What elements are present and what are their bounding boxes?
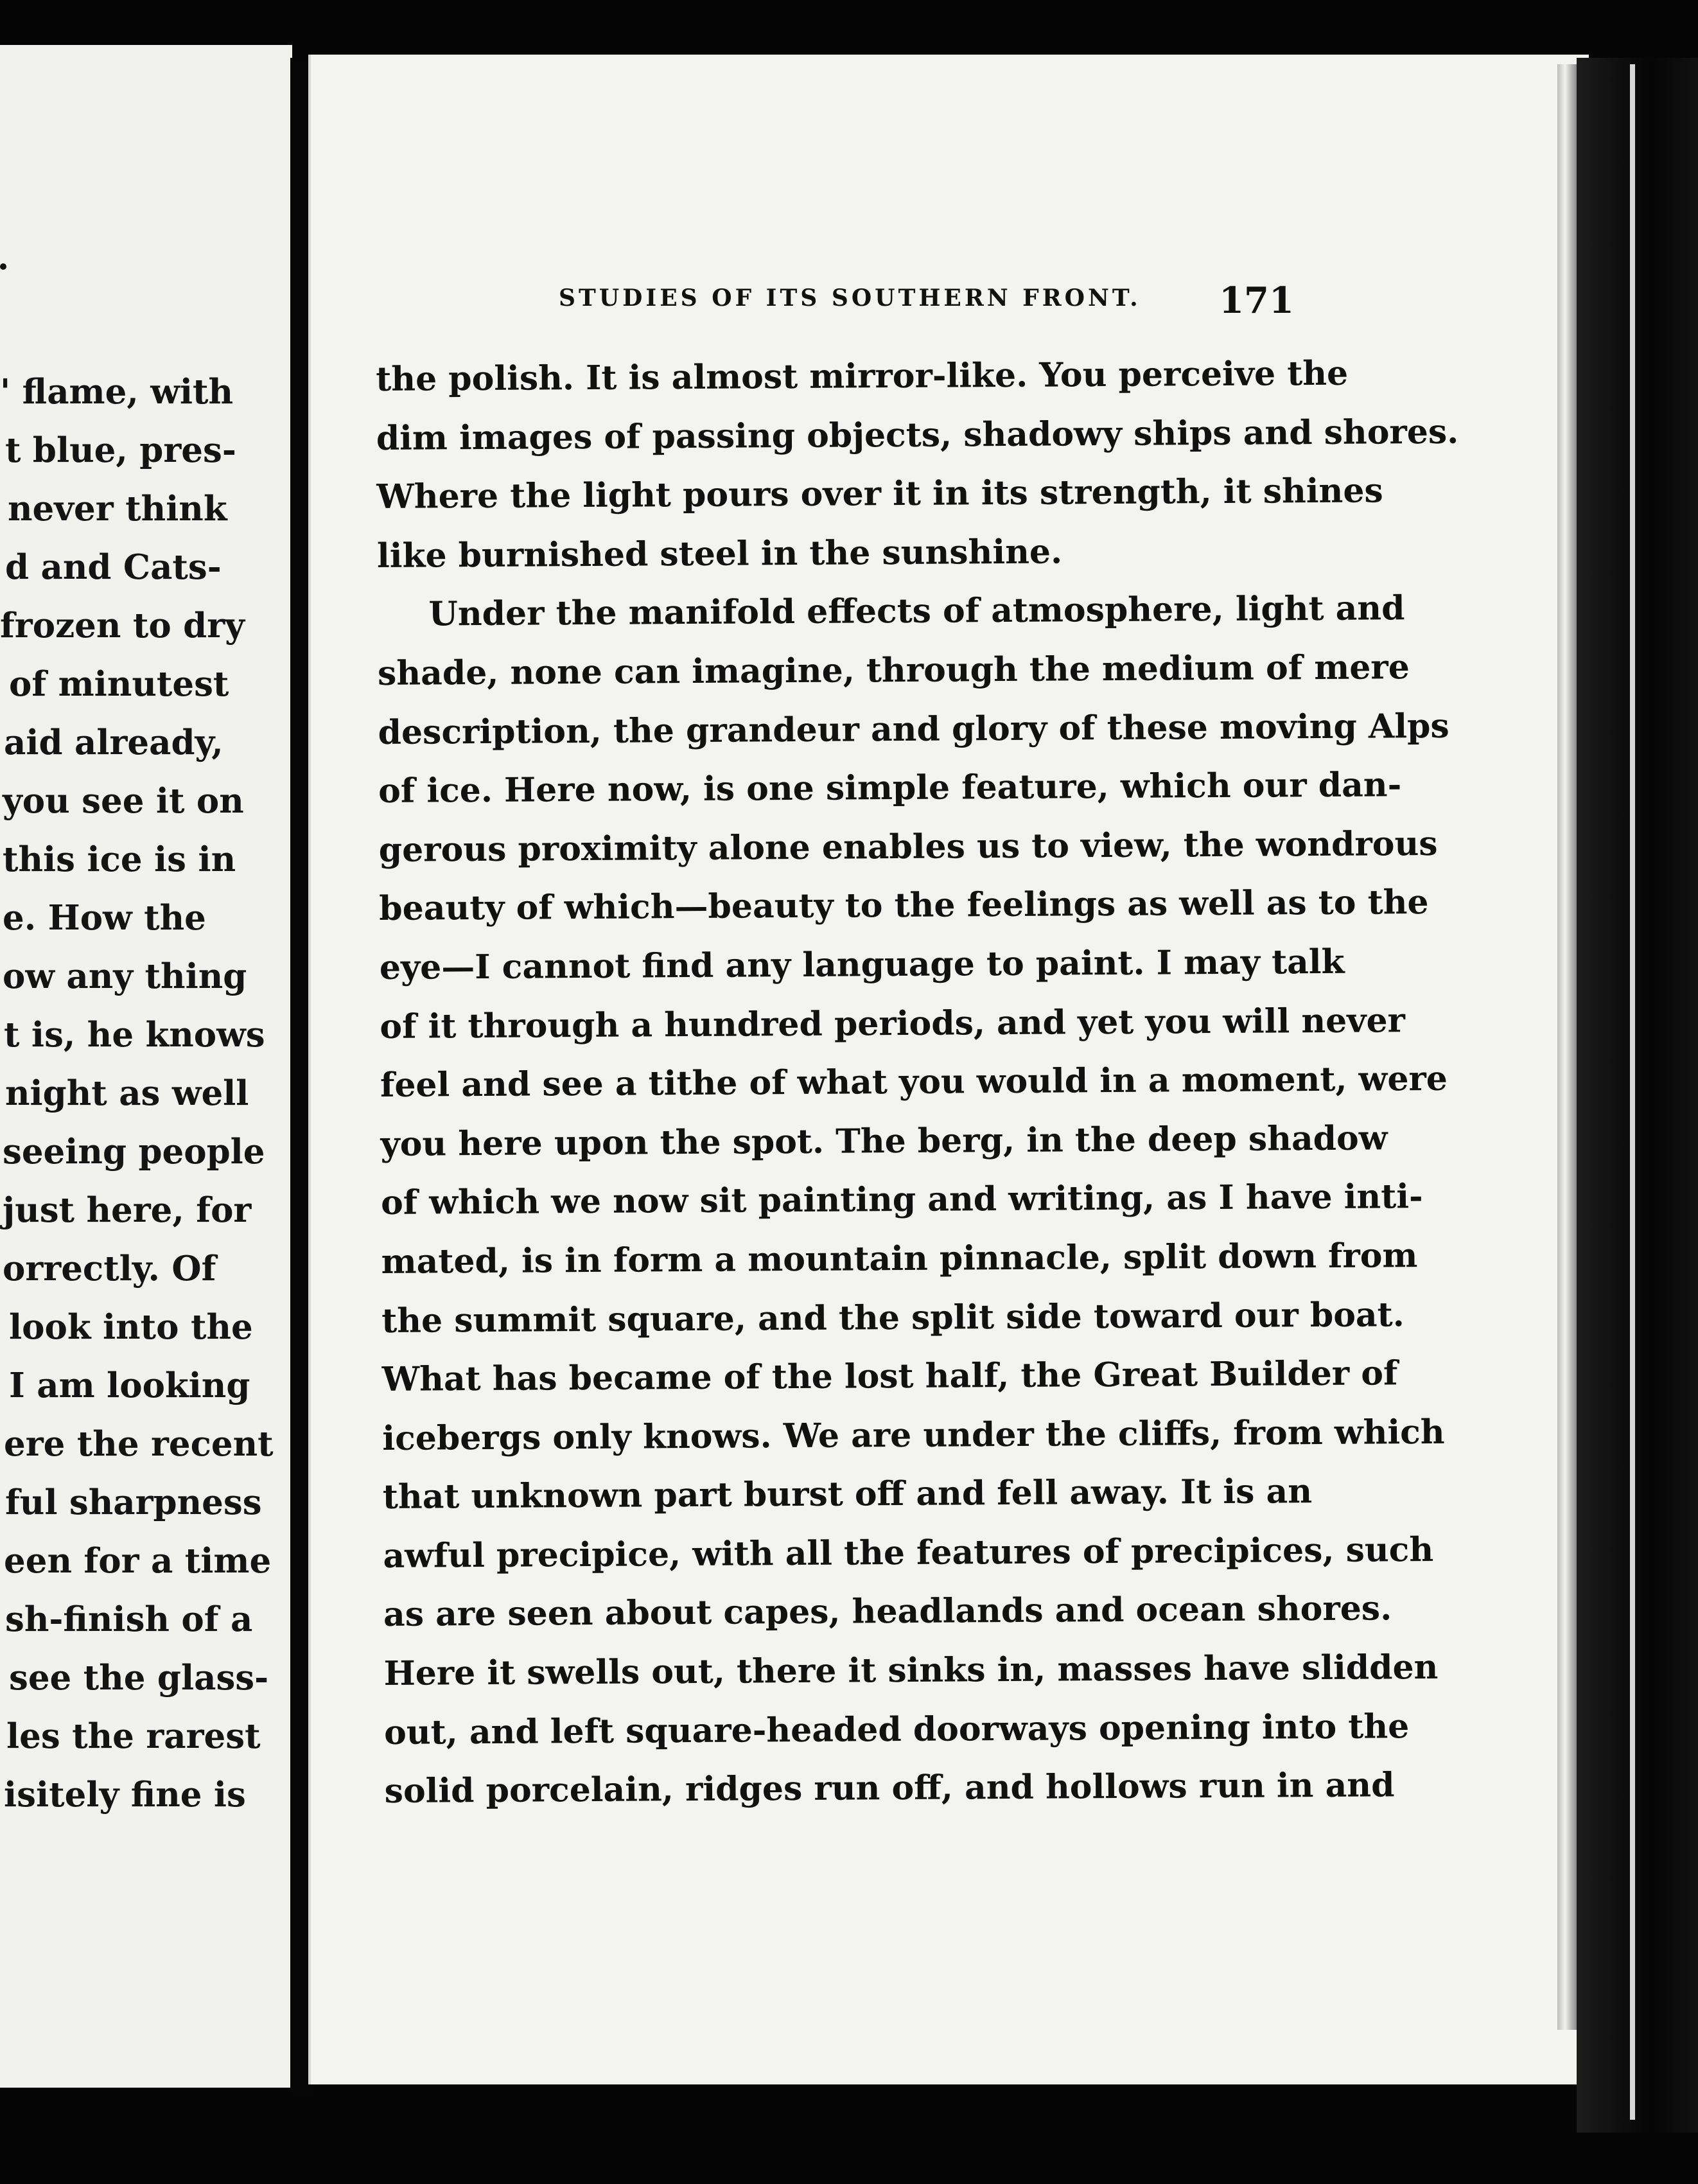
left-line: see the glass- [9,1658,269,1698]
left-line: ere the recent [4,1424,274,1464]
text-line: the polish. It is almost mirror-like. You perceive the [376,353,1349,399]
body-text [376,344,1459,1821]
text-line: Under the manifold effects of atmosphere, light and [428,588,1405,634]
left-line: ful sharpness [5,1483,262,1522]
text-line: Here it swells out, there it sinks in, masses have slidden [383,1647,1439,1694]
left-line: isitely fine is [4,1775,246,1815]
text-line: mated, is in form a mountain pinnacle, split down from [381,1236,1418,1281]
left-line: een for a time [4,1541,272,1581]
text-line: shade, none can imagine, through the medium of mere [377,647,1410,693]
text-line: awful precipice, with all the features of precipices, such [383,1529,1434,1576]
text-line: solid porcelain, ridges run off, and hollows run in and [384,1765,1395,1811]
left-line: t blue, pres- [5,430,236,470]
text-line: icebergs only knows. We are under the cliffs, from which [382,1412,1445,1458]
text-line: What has became of the lost half, the Great Builder of [381,1353,1398,1400]
left-line: e. How the [3,898,206,938]
text-line: that unknown part burst off and fell away. It is an [382,1472,1313,1517]
left-line: t is, he knows [4,1015,265,1055]
text-line: beauty of which—beauty to the feelings as well as to the [379,883,1429,929]
left-line: d and Cats- [5,547,222,587]
left-line: ow any thing [3,956,247,996]
left-line: look into the [9,1307,253,1347]
binding-stripe [1630,64,1635,2120]
left-line: aid already, [4,723,223,762]
left-line: frozen to dry [0,606,245,646]
left-page [0,45,292,2088]
text-line: you here upon the spot. The berg, in the deep shadow [380,1118,1388,1164]
left-line: I am looking [9,1366,250,1405]
left-line: never think [8,489,227,529]
text-line: like burnished steel in the sunshine. [376,532,1063,576]
page-edge [1557,64,1577,2030]
left-line: night as well [5,1073,249,1113]
text-line: description, the grandeur and glory of these moving Alps [378,706,1449,752]
running-head: STUDIES OF ITS SOUTHERN FRONT. [559,285,1141,312]
text-line: eye—I cannot find any language to paint. I may talk [379,942,1345,987]
ink-dot [0,263,6,270]
left-line: orrectly. Of [3,1249,216,1289]
left-line: of minutest [9,664,229,704]
page-number: 171 [1219,279,1294,322]
text-line: out, and left square-headed doorways opening into the [383,1706,1410,1752]
text-line: dim images of passing objects, shadowy ships and shores. [376,412,1459,458]
left-line: just here, for [3,1190,252,1230]
page-header [559,279,1294,324]
left-line: you see it on [3,781,244,821]
text-line: of which we now sit painting and writing, as I have inti- [380,1177,1423,1223]
text-line: of ice. Here now, is one simple feature, which our dan- [378,765,1402,811]
left-line: les the rarest [6,1716,261,1756]
text-line: of it through a hundred periods, and yet you will never [380,1000,1406,1046]
left-line: this ice is in [3,840,236,879]
left-line: seeing people [3,1132,265,1172]
text-line: Where the light pours over it in its strength, it shines [376,471,1383,517]
left-line: ' flame, with [0,372,234,412]
text-line: the summit square, and the split side toward our boat. [381,1294,1405,1341]
text-line: gerous proximity alone enables us to view, the wondrous [378,823,1438,870]
left-line: sh-finish of a [5,1599,253,1639]
text-line: feel and see a tithe of what you would in a moment, were [380,1059,1448,1105]
book-binding [1577,58,1698,2133]
text-line: as are seen about capes, headlands and ocean shores. [383,1589,1392,1635]
